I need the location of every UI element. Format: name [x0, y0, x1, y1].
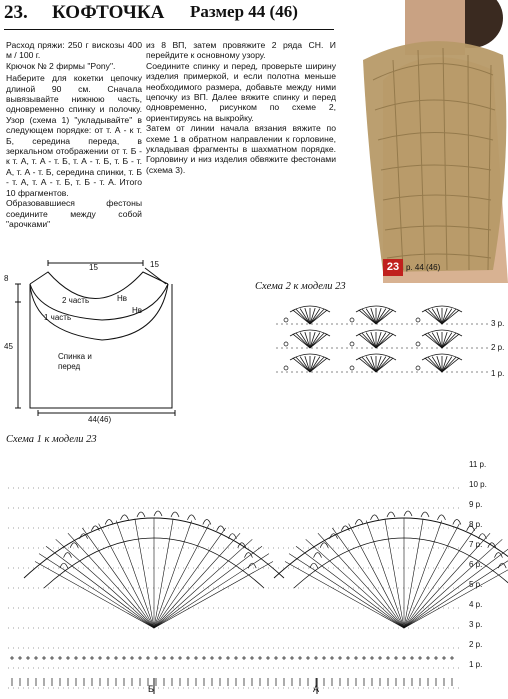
crochet-stitch [366, 333, 376, 348]
crochet-stitch [442, 357, 452, 372]
picot-stitch [310, 563, 318, 568]
chain-stitch [416, 318, 420, 322]
picot-stitch [121, 515, 129, 520]
scheme-2-title: Схема 2 к модели 23 [255, 281, 346, 292]
picot-stitch [137, 512, 145, 517]
fan-stitch [306, 539, 404, 628]
fan-stitch [135, 519, 154, 628]
picot-stitch [387, 512, 395, 517]
chain-stitch [284, 342, 288, 346]
picot-stitch [64, 553, 72, 558]
scheme-1-row-label: 11 р. [469, 460, 487, 469]
scheme-1-row-label: 9 р. [469, 500, 483, 509]
picot-stitch [371, 515, 379, 520]
model-number-badge: 23 [383, 259, 403, 276]
fan-stitch [116, 521, 154, 628]
model-photo-illustration [343, 0, 508, 283]
model-size-caption: р. 44 (46) [406, 263, 441, 272]
scheme-1-row-label: 7 р. [469, 540, 483, 549]
picot-stitch [498, 563, 506, 568]
fan-stitch [154, 519, 173, 628]
pattern-part-1-label: 1 часть [44, 313, 72, 322]
scheme-2-chart [276, 296, 496, 396]
scheme-2-row-3: 3 р. [491, 319, 505, 328]
pattern-dim-corner: 15 [150, 260, 159, 269]
instructions-column-2 [146, 40, 336, 175]
fan-stitch [46, 546, 154, 628]
article-number: 23. [4, 2, 28, 23]
article-title: КОФТОЧКА [52, 2, 165, 23]
yoke-instructions: Наберите для кокетки цепочку длиной 90 см. Сначала вывязывайте нижнюю часть, одновременно спинку и полочку. Узор (схема 1) "укладывайте" в следующем порядке: от т. А - к т. Б, середина переда, в зеркальном отображении от т. Б - к т. А, т. А - т. Б, т. А - т. Б, т. Б - т. А, т. А - т. Б, середина спинки, т. Б - т. А, т. А - т. Б, т. Б - т. А. Итого 10 фрагментов. [6, 73, 142, 198]
scallop-instructions: Образовавшиеся фестоны соедините между собой "арочками" [6, 198, 142, 229]
yarn-consumption: Расход пряжи: 250 г вискозы 400 м / 100 г. [6, 40, 142, 61]
picot-stitch [421, 512, 429, 517]
fan-stitch [404, 546, 508, 628]
crochet-stitch [376, 309, 386, 324]
scheme-2-row-1: 1 р. [491, 369, 505, 378]
scheme-1-point-b: Б [148, 684, 154, 694]
crochet-stitch [310, 309, 320, 324]
crochet-stitch [442, 309, 452, 324]
fan-stitch [385, 519, 404, 628]
picot-stitch [404, 511, 412, 516]
picot-stitch [60, 563, 68, 568]
picot-stitch [248, 563, 256, 568]
pattern-nv-label-2: Нв [132, 306, 143, 315]
scheme-1-title: Схема 1 к модели 23 [6, 434, 97, 445]
garment-pattern-diagram [0, 260, 180, 420]
chain-stitch [350, 366, 354, 370]
model-photo [343, 0, 508, 283]
fan-stitch [296, 546, 404, 628]
scheme-1-chart [4, 448, 474, 698]
fan-stitch [56, 539, 154, 628]
chain-stitch [416, 342, 420, 346]
fan-stitch [404, 539, 502, 628]
fan-stitch [154, 521, 192, 628]
fan-stitch [404, 521, 442, 628]
crochet-stitch [376, 357, 386, 372]
chain-stitch [350, 318, 354, 322]
header-rule [4, 29, 334, 30]
crochet-stitch [310, 333, 320, 348]
crochet-stitch [432, 333, 442, 348]
fan-stitch [404, 554, 508, 628]
pattern-body-label: Спинка и перед [58, 352, 92, 371]
scheme-1-row-label: 5 р. [469, 580, 483, 589]
pattern-dim-bottom: 44(46) [88, 415, 112, 424]
fan-stitch [154, 546, 262, 628]
crochet-stitch [442, 333, 452, 348]
scheme-2-row-2: 2 р. [491, 343, 505, 352]
article-header [0, 0, 350, 34]
picot-stitch [437, 515, 445, 520]
chain-stitch [284, 318, 288, 322]
picot-stitch [105, 520, 113, 525]
scheme-1-row-label: 1 р. [469, 660, 483, 669]
picot-stitch [217, 526, 225, 531]
fan-stitch [154, 539, 252, 628]
finishing-instructions: Затем от линии начала вязания вяжите по схеме 1 в обратном направлении к горловине, укладывая фрагменты в шахматном порядке. Горловину и низ изделия обвяжите фестонами (схема 3). [146, 123, 336, 175]
pattern-dim-left-side: 45 [4, 342, 13, 351]
arch-instructions: из 8 ВП, затем провяжите 2 ряда СН. И перейдите к основному узору. [146, 40, 336, 61]
picot-stitch [154, 511, 162, 516]
picot-stitch [355, 520, 363, 525]
crochet-stitch [432, 309, 442, 324]
crochet-stitch [376, 333, 386, 348]
crochet-stitch [366, 309, 376, 324]
crochet-stitch [300, 357, 310, 372]
pattern-nv-label-1: Нв [117, 294, 128, 303]
picot-stitch [244, 553, 252, 558]
crochet-stitch [366, 357, 376, 372]
scheme-1-row-label: 10 р. [469, 480, 487, 489]
picot-stitch [314, 553, 322, 558]
hook-info: Крючок № 2 фирмы "Pony". [6, 60, 116, 71]
fan-stitch [366, 521, 404, 628]
scheme-1-point-a: А [313, 684, 320, 694]
fan-stitch [404, 519, 423, 628]
scheme-1-row-label: 8 р. [469, 520, 483, 529]
picot-stitch [171, 512, 179, 517]
picot-stitch [494, 553, 502, 558]
chain-stitch [350, 342, 354, 346]
scheme-1-row-label: 4 р. [469, 600, 483, 609]
pattern-dim-top: 15 [89, 263, 98, 272]
pattern-dim-left-top: 8 [4, 274, 9, 283]
body-instructions: Соедините спинку и перед, проверьте ширину изделия примеркой, и если полотна меньше необходимого размера, добавьте между ними цепочку из ВП. Далее вяжите спинку и перед одновременно, рисунком по схеме 2, ориентируясь на выкройку. [146, 60, 336, 123]
scheme-1-row-label: 6 р. [469, 560, 483, 569]
crochet-stitch [432, 357, 442, 372]
chain-stitch [284, 366, 288, 370]
scheme-1-row-label: 2 р. [469, 640, 483, 649]
article-size: Размер 44 (46) [190, 2, 298, 21]
picot-stitch [187, 515, 195, 520]
crochet-stitch [310, 357, 320, 372]
pattern-part-2-label: 2 часть [62, 296, 90, 305]
crochet-stitch [300, 333, 310, 348]
instructions-column-1 [6, 40, 142, 229]
scheme-1-row-label: 3 р. [469, 620, 483, 629]
chain-stitch [416, 366, 420, 370]
crochet-stitch [300, 309, 310, 324]
